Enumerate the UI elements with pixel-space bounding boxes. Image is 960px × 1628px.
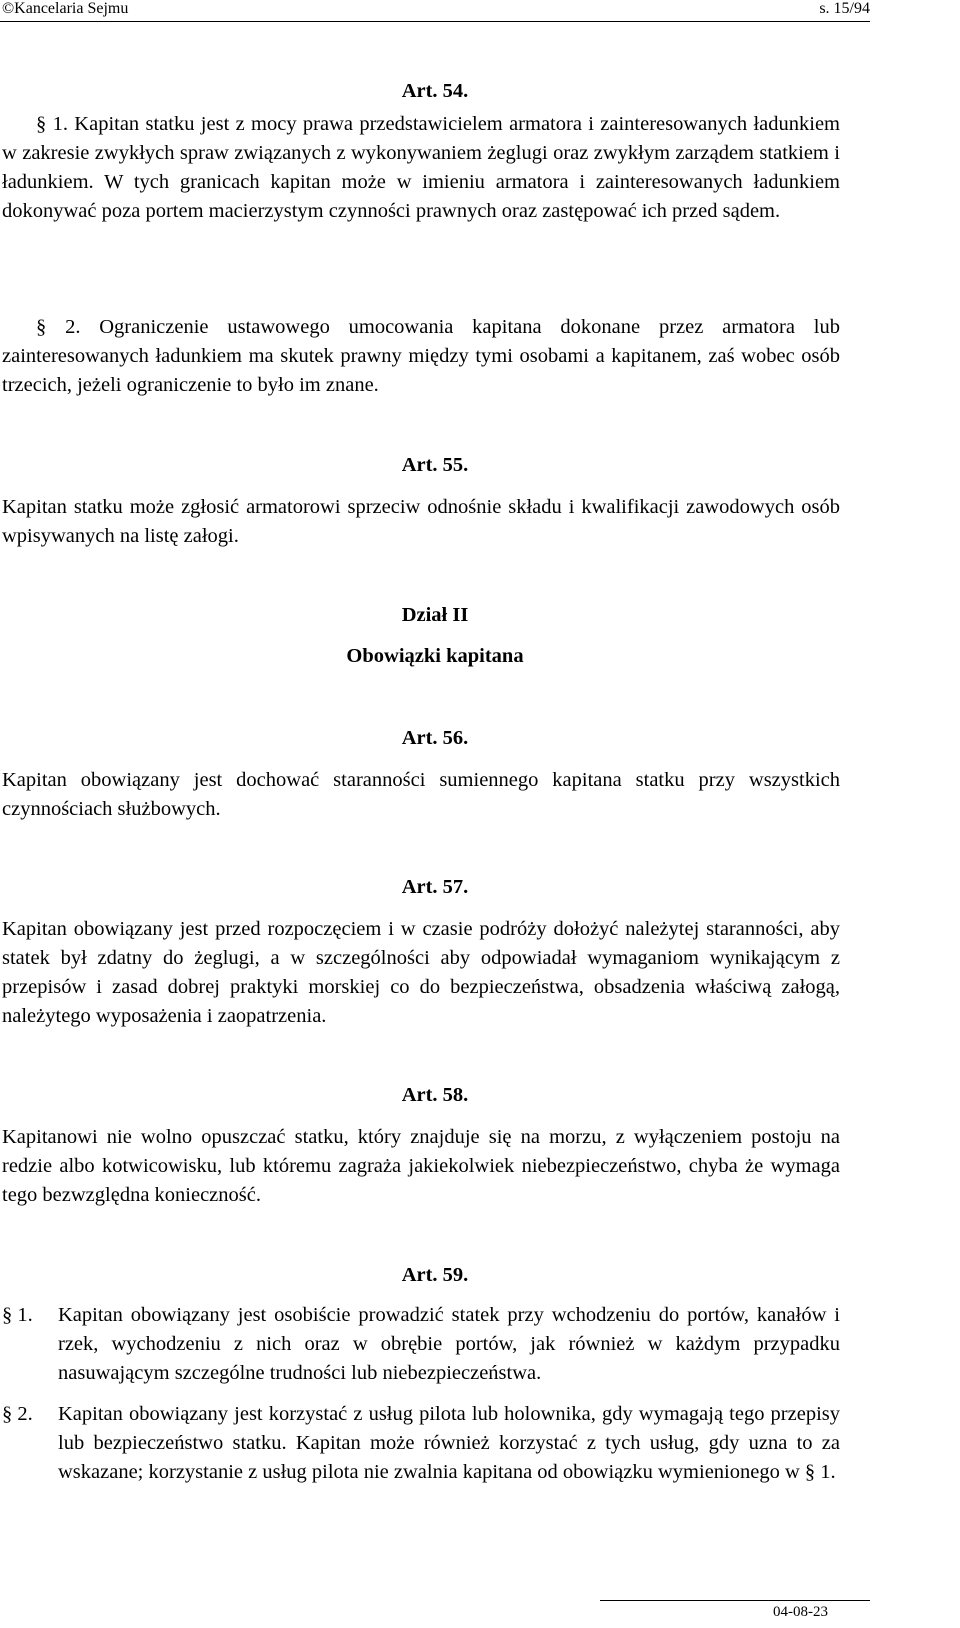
art-55-text: Kapitan statku może zgłosić armatorowi sprzeciw odnośnie składu i kwalifikacji zawodowych osób wpisywanych na listę załogi.	[2, 496, 840, 547]
art-57-title: Art. 57.	[401, 876, 469, 898]
art-58-text: Kapitanowi nie wolno opuszczać statku, który znajduje się na morzu, z wyłączeniem postoju na redzie albo kotwicowisku, lub któremu zagraża jakiekolwiek niebezpieczeństwo, chyba że wymaga tego bezwzględna konieczność.	[2, 1126, 840, 1206]
art-54-title: Art. 54.	[401, 80, 469, 102]
division-title: Dział II	[401, 604, 469, 626]
header-rule	[0, 21, 870, 22]
art-59-paragraph-2	[2, 1400, 840, 1487]
art-59-paragraph-1	[2, 1301, 840, 1388]
header-source: ©Kancelaria Sejmu	[2, 0, 129, 17]
art-59-title: Art. 59.	[401, 1264, 469, 1286]
art-59-paragraph-2-text: Kapitan obowiązany jest korzystać z usług pilota lub holownika, gdy wymagają tego przepisy lub bezpieczeństwo statku. Kapitan może również korzystać z tych usług, gdy uzna to za wskazane; korzystanie z usług pilota nie zwalnia kapitana od obowiązku wymienionego w § 1.	[58, 1403, 840, 1483]
page-header	[0, 0, 870, 22]
art-59-paragraph-1-number: § 1.	[2, 1304, 33, 1326]
art-58-title: Art. 58.	[401, 1084, 469, 1106]
art-59-paragraph-1-text: Kapitan obowiązany jest osobiście prowadzić statek przy wchodzeniu do portów, kanałów i rzek, wychodzeniu z nich oraz w obrębie portów, jak również w każdym przypadku nasuwającym szczególne trudności lub niebezpieczeństwa.	[58, 1304, 840, 1384]
art-54-paragraph-2: § 2. Ograniczenie ustawowego umocowania kapitana dokonane przez armatora lub zainteresowanych ładunkiem ma skutek prawny między tymi osobami a kapitanem, zaś wobec osób trzecich, jeżeli ograniczenie to było im znane.	[2, 316, 840, 396]
art-59-paragraph-2-number: § 2.	[2, 1403, 33, 1425]
footer-rule	[600, 1600, 870, 1601]
division-subtitle: Obowiązki kapitana	[346, 645, 524, 667]
art-57-text: Kapitan obowiązany jest przed rozpoczęciem i w czasie podróży dołożyć należytej staranności, aby statek był zdatny do żeglugi, a w szczególności aby odpowiadał wymaganiom wynikającym z przepisów i zasad dobrej praktyki morskiej co do bezpieczeństwa, obsadzenia właściwą załogą, należytego wyposażenia i zaopatrzenia.	[2, 918, 840, 1027]
header-page-number: s. 15/94	[819, 0, 870, 17]
art-55-title: Art. 55.	[401, 454, 469, 476]
art-56-text: Kapitan obowiązany jest dochować staranności sumiennego kapitana statku przy wszystkich czynnościach służbowych.	[2, 769, 840, 820]
footer-date: 04-08-23	[773, 1604, 828, 1620]
art-54-paragraph-1: § 1. Kapitan statku jest z mocy prawa przedstawicielem armatora i zainteresowanych ładunkiem w zakresie zwykłych spraw związanych z wykonywaniem żeglugi oraz zwykłym zarządem statkiem i ładunkiem. W tych granicach kapitan może w imieniu armatora i zainteresowanych ładunkiem dokonywać poza portem macierzystym czynności prawnych oraz zastępować ich przed sądem.	[2, 113, 840, 222]
art-56-title: Art. 56.	[401, 727, 469, 749]
